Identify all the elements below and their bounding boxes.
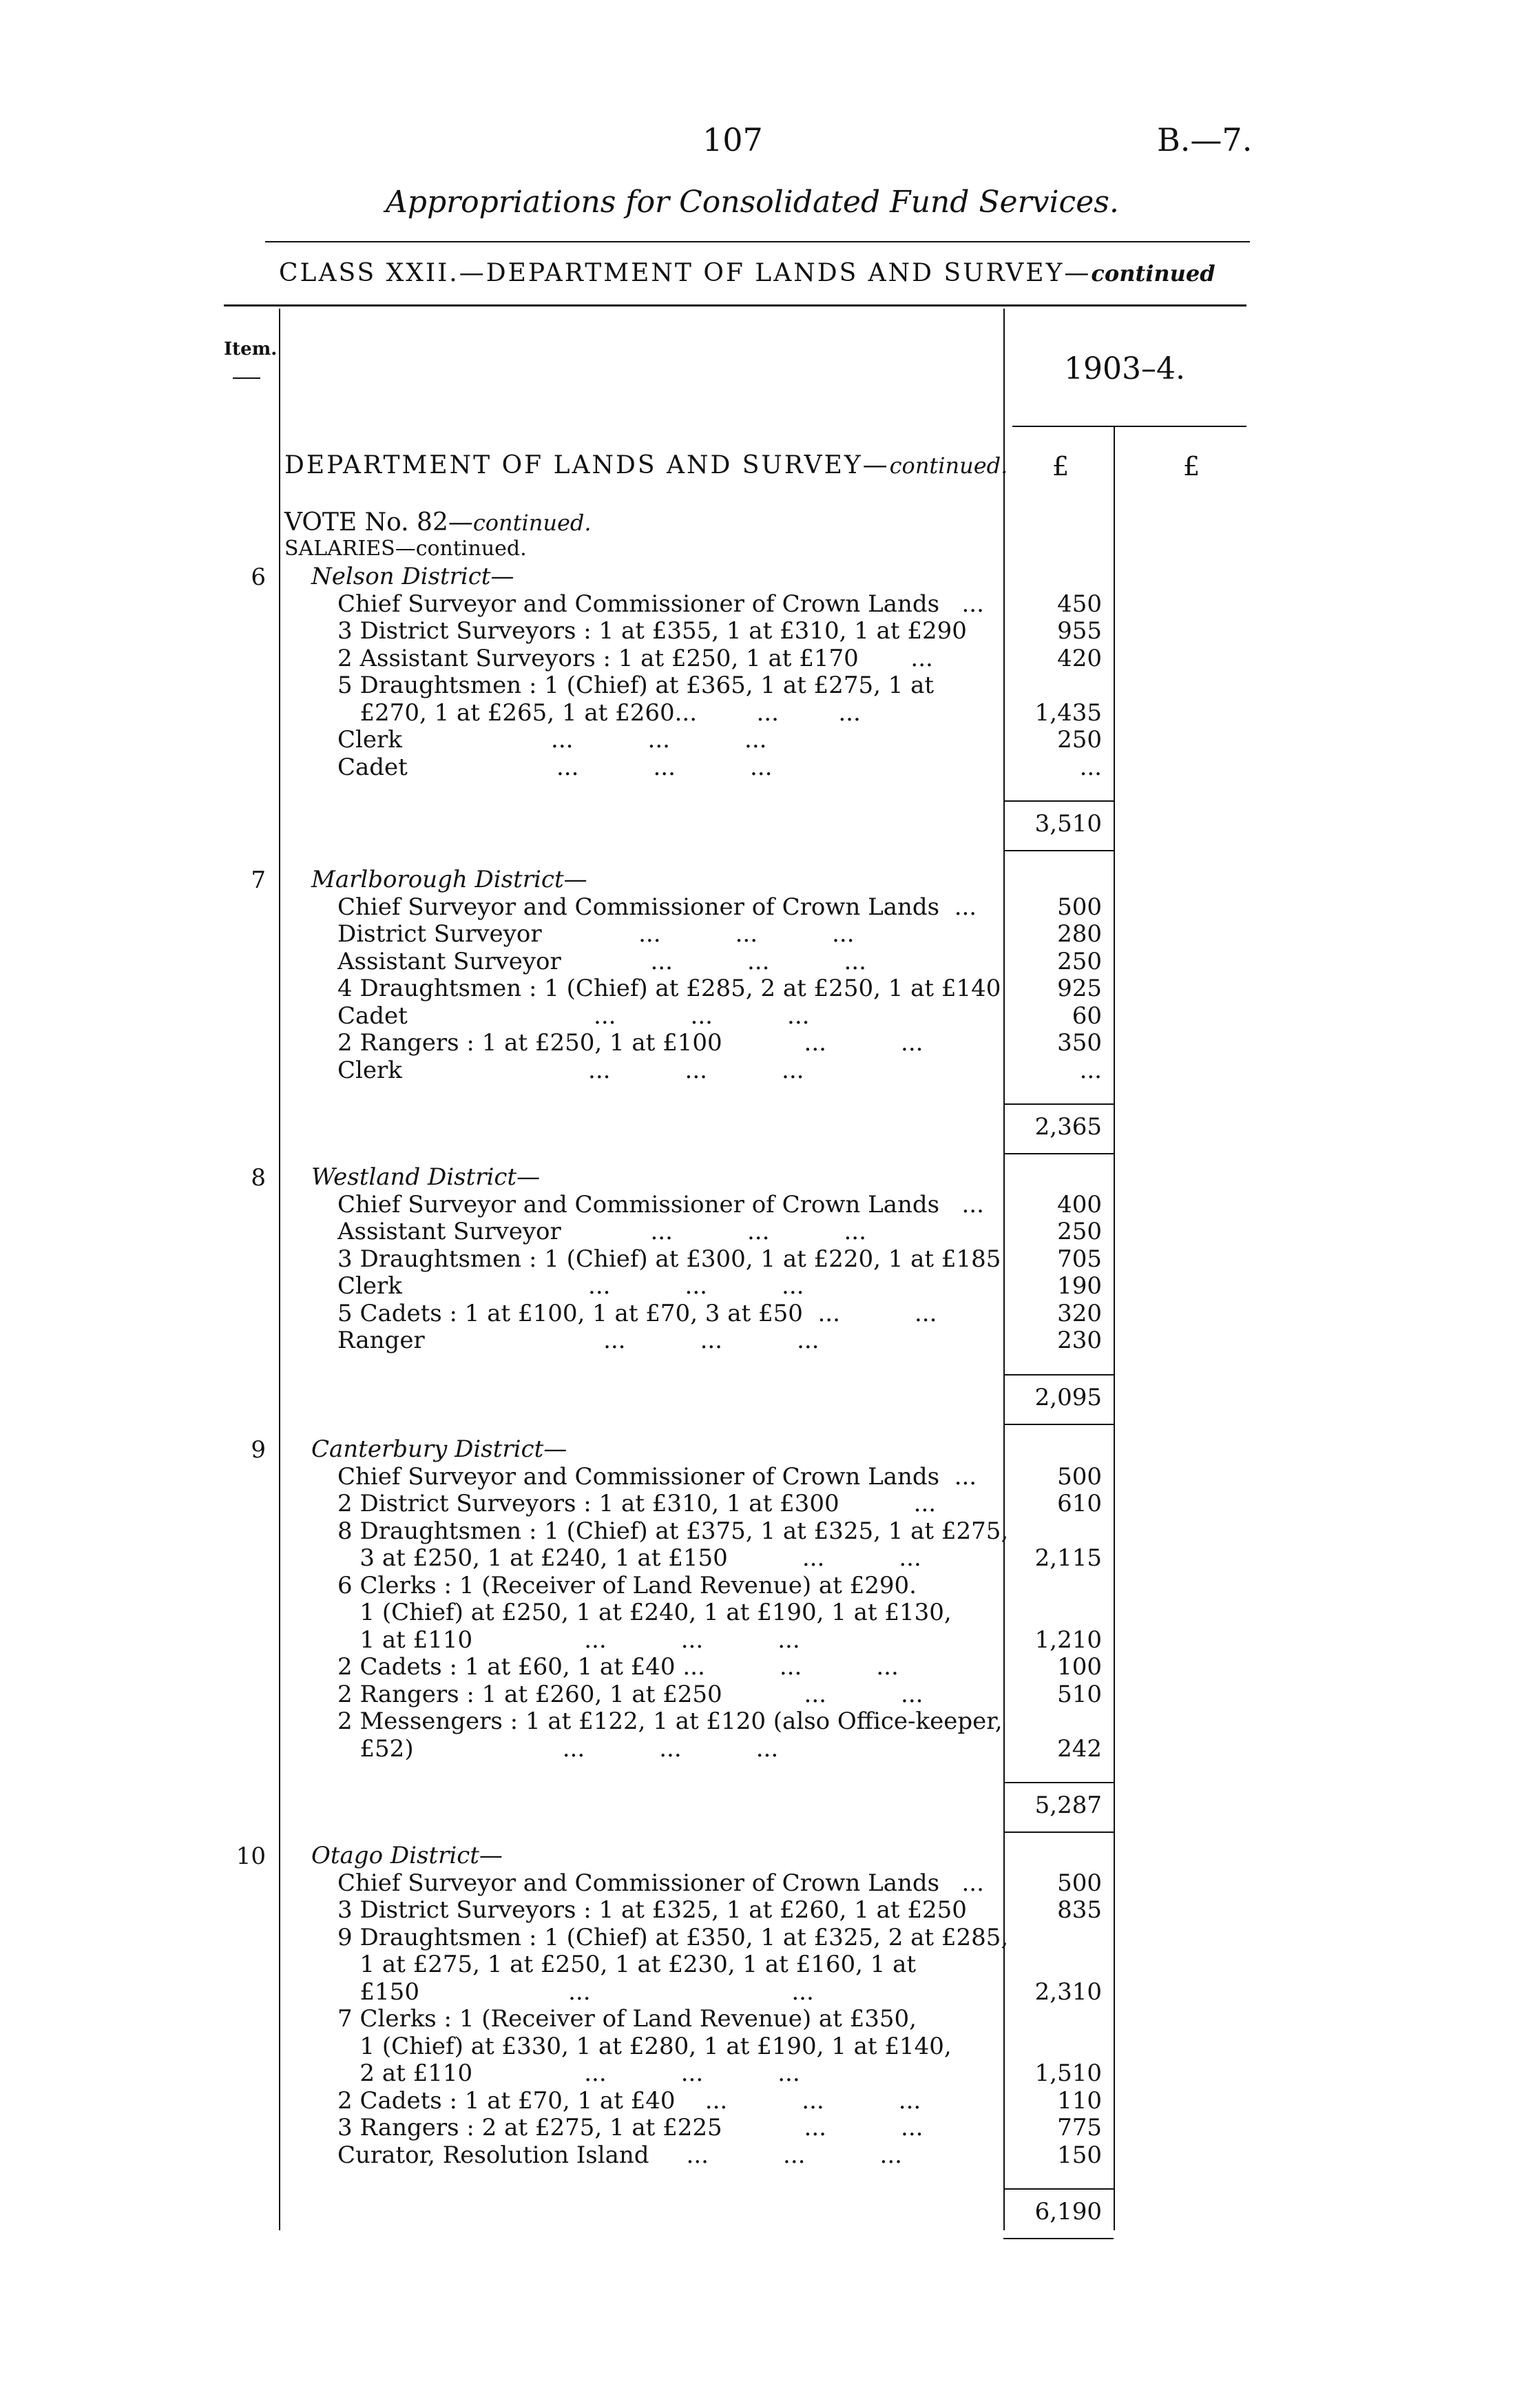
salary-line: £270, 1 at £265, 1 at £260... ... ... xyxy=(337,698,861,727)
salary-line: Chief Surveyor and Commissioner of Crown Lands ... xyxy=(337,1869,984,1897)
class-title: CLASS XXII.—DEPARTMENT OF LANDS AND SURVEY—continued xyxy=(279,259,1215,287)
vrule-right-col xyxy=(1114,427,1115,2230)
salary-amount: 190 xyxy=(1057,1272,1102,1300)
salary-amount: 955 xyxy=(1057,617,1102,645)
item-number: 7 xyxy=(251,866,266,894)
salary-line: Clerk ... ... ... xyxy=(337,726,767,754)
section-total: 2,095 xyxy=(1034,1383,1102,1411)
salary-amount: 835 xyxy=(1057,1896,1102,1924)
salary-line: Assistant Surveyor ... ... ... xyxy=(337,1218,866,1245)
salary-line: Curator, Resolution Island ... ... ... xyxy=(337,2141,902,2169)
page-number: 107 xyxy=(702,121,763,158)
salary-line: 3 Rangers : 2 at £275, 1 at £225 ... ... xyxy=(337,2114,924,2141)
salary-line: Cadet ... ... ... xyxy=(337,753,773,781)
salary-line: 8 Draughtsmen : 1 (Chief) at £375, 1 at £325, 1 at £275, xyxy=(337,1517,1009,1545)
section-total: 6,190 xyxy=(1034,2198,1102,2225)
pound-left: £ xyxy=(1052,451,1069,481)
salary-line: 9 Draughtsmen : 1 (Chief) at £350, 1 at £325, 2 at £285, xyxy=(337,1923,1009,1951)
district-heading: Otago District— xyxy=(311,1842,503,1869)
salary-amount: 242 xyxy=(1057,1734,1102,1763)
vote-title: VOTE No. 82—continued. xyxy=(284,508,592,537)
section-total: 3,510 xyxy=(1034,810,1102,838)
salary-amount: 150 xyxy=(1057,2141,1102,2169)
salary-line: Chief Surveyor and Commissioner of Crown Lands ... xyxy=(337,1462,977,1491)
salary-line: Chief Surveyor and Commissioner of Crown Lands ... xyxy=(337,590,984,618)
salary-line: Cadet ... ... ... xyxy=(337,1001,810,1030)
salary-line: Assistant Surveyor ... ... ... xyxy=(337,947,866,975)
salary-amount: 500 xyxy=(1057,1869,1102,1897)
salary-amount: 230 xyxy=(1057,1327,1102,1354)
salary-amount: 2,115 xyxy=(1034,1544,1102,1572)
salaries-title: SALARIES—continued. xyxy=(284,537,527,561)
salary-line: Clerk ... ... ... xyxy=(337,1056,804,1084)
salary-line: 2 Cadets : 1 at £60, 1 at £40 ... ... ... xyxy=(337,1653,899,1681)
salary-amount: ... xyxy=(1079,753,1102,781)
item-header-dash xyxy=(233,377,260,379)
salary-amount: 510 xyxy=(1057,1680,1102,1708)
salary-line: 3 District Surveyors : 1 at £355, 1 at £310, 1 at £290 xyxy=(337,617,967,645)
salary-line: 1 at £110 ... ... ... xyxy=(337,1626,800,1654)
salary-line: 5 Cadets : 1 at £100, 1 at £70, 3 at £50 ... ... xyxy=(337,1299,937,1327)
year-column-header: 1903–4. xyxy=(1064,351,1185,386)
salary-line: 3 Draughtsmen : 1 (Chief) at £300, 1 at £220, 1 at £185 xyxy=(337,1245,1001,1273)
salary-amount: 420 xyxy=(1057,644,1102,672)
salary-line: 4 Draughtsmen : 1 (Chief) at £285, 2 at £250, 1 at £140 xyxy=(337,975,1001,1002)
salary-line: 2 District Surveyors : 1 at £310, 1 at £300 ... xyxy=(337,1490,937,1517)
salary-line: 5 Draughtsmen : 1 (Chief) at £365, 1 at £275, 1 at xyxy=(337,672,935,699)
salary-line: 2 Cadets : 1 at £70, 1 at £40 ... ... ... xyxy=(337,2086,921,2115)
salary-line: Chief Surveyor and Commissioner of Crown Lands ... xyxy=(337,1190,984,1218)
salary-amount: 2,310 xyxy=(1034,1978,1102,2006)
salary-amount: 450 xyxy=(1057,590,1102,618)
subtotal-rule xyxy=(1003,800,1114,802)
item-number: 6 xyxy=(251,563,266,591)
rule-header xyxy=(224,304,1246,307)
salary-line: District Surveyor ... ... ... xyxy=(337,920,855,948)
item-number: 8 xyxy=(251,1164,266,1192)
salary-amount: 610 xyxy=(1057,1490,1102,1517)
pound-right: £ xyxy=(1183,451,1200,481)
page-reference: B.—7. xyxy=(1157,121,1253,158)
item-number: 9 xyxy=(251,1436,266,1464)
salary-amount: 500 xyxy=(1057,893,1102,921)
salary-amount: 250 xyxy=(1057,1218,1102,1245)
salary-amount: 100 xyxy=(1057,1653,1102,1681)
subtotal-rule xyxy=(1003,1831,1114,1833)
salary-line: 3 District Surveyors : 1 at £325, 1 at £260, 1 at £250 xyxy=(337,1896,967,1924)
subtotal-rule xyxy=(1003,2238,1114,2239)
item-number: 10 xyxy=(236,1843,266,1870)
salary-amount: 400 xyxy=(1057,1190,1102,1218)
salary-amount: 280 xyxy=(1057,920,1102,948)
district-heading: Nelson District— xyxy=(311,563,514,590)
salary-line: Chief Surveyor and Commissioner of Crown Lands ... xyxy=(337,893,977,921)
salary-line: 7 Clerks : 1 (Receiver of Land Revenue) at £350, xyxy=(337,2005,917,2033)
salary-amount: 500 xyxy=(1057,1462,1102,1491)
salary-line: 1 (Chief) at £250, 1 at £240, 1 at £190, 1 at £130, xyxy=(337,1599,952,1626)
page-heading: Appropriations for Consolidated Fund Services. xyxy=(386,185,1119,220)
salary-line: 6 Clerks : 1 (Receiver of Land Revenue) at £290. xyxy=(337,1571,917,1599)
subtotal-rule xyxy=(1003,1374,1114,1376)
subtotal-rule xyxy=(1003,2188,1114,2190)
salary-line: £150 ... ... xyxy=(337,1978,814,2006)
section-total: 2,365 xyxy=(1034,1113,1102,1141)
district-heading: Canterbury District— xyxy=(311,1435,567,1463)
salary-amount: 1,435 xyxy=(1034,698,1102,727)
subtotal-rule xyxy=(1003,1424,1114,1425)
rule-year xyxy=(1012,426,1246,427)
salary-line: 2 at £110 ... ... ... xyxy=(337,2059,800,2087)
salary-amount: 705 xyxy=(1057,1245,1102,1273)
subtotal-rule xyxy=(1003,850,1114,851)
salary-amount: 250 xyxy=(1057,726,1102,754)
salary-amount: 350 xyxy=(1057,1029,1102,1057)
salary-line: 2 Rangers : 1 at £250, 1 at £100 ... ... xyxy=(337,1029,924,1057)
salary-amount: 60 xyxy=(1072,1001,1102,1030)
subtotal-rule xyxy=(1003,1153,1114,1154)
subtotal-rule xyxy=(1003,1782,1114,1783)
salary-line: 1 at £275, 1 at £250, 1 at £230, 1 at £160, 1 at xyxy=(337,1951,917,1978)
salary-amount: 250 xyxy=(1057,947,1102,975)
salary-line: 1 (Chief) at £330, 1 at £280, 1 at £190, 1 at £140, xyxy=(337,2032,952,2060)
item-column-header: Item. xyxy=(224,339,278,360)
subtotal-rule xyxy=(1003,1103,1114,1105)
rule-top xyxy=(265,241,1250,242)
salary-line: 2 Messengers : 1 at £122, 1 at £120 (also Office-keeper, xyxy=(337,1708,1003,1735)
salary-amount: ... xyxy=(1079,1056,1102,1084)
salary-amount: 925 xyxy=(1057,975,1102,1002)
salary-line: 2 Assistant Surveyors : 1 at £250, 1 at £170 ... xyxy=(337,644,933,672)
section-total: 5,287 xyxy=(1034,1792,1102,1819)
salary-line: Clerk ... ... ... xyxy=(337,1272,804,1300)
salary-line: Ranger ... ... ... xyxy=(337,1327,820,1354)
salary-line: 3 at £250, 1 at £240, 1 at £150 ... ... xyxy=(337,1544,921,1572)
salary-line: 2 Rangers : 1 at £260, 1 at £250 ... ... xyxy=(337,1680,924,1708)
salary-amount: 1,210 xyxy=(1034,1626,1102,1654)
salary-line: £52) ... ... ... xyxy=(337,1734,779,1763)
salary-amount: 320 xyxy=(1057,1299,1102,1327)
vrule-item xyxy=(279,309,280,2230)
department-title: DEPARTMENT OF LANDS AND SURVEY—continued. xyxy=(284,451,1008,479)
salary-amount: 775 xyxy=(1057,2114,1102,2141)
district-heading: Marlborough District— xyxy=(311,866,587,893)
district-heading: Westland District— xyxy=(311,1163,541,1191)
salary-amount: 110 xyxy=(1057,2086,1102,2115)
salary-amount: 1,510 xyxy=(1034,2059,1102,2087)
